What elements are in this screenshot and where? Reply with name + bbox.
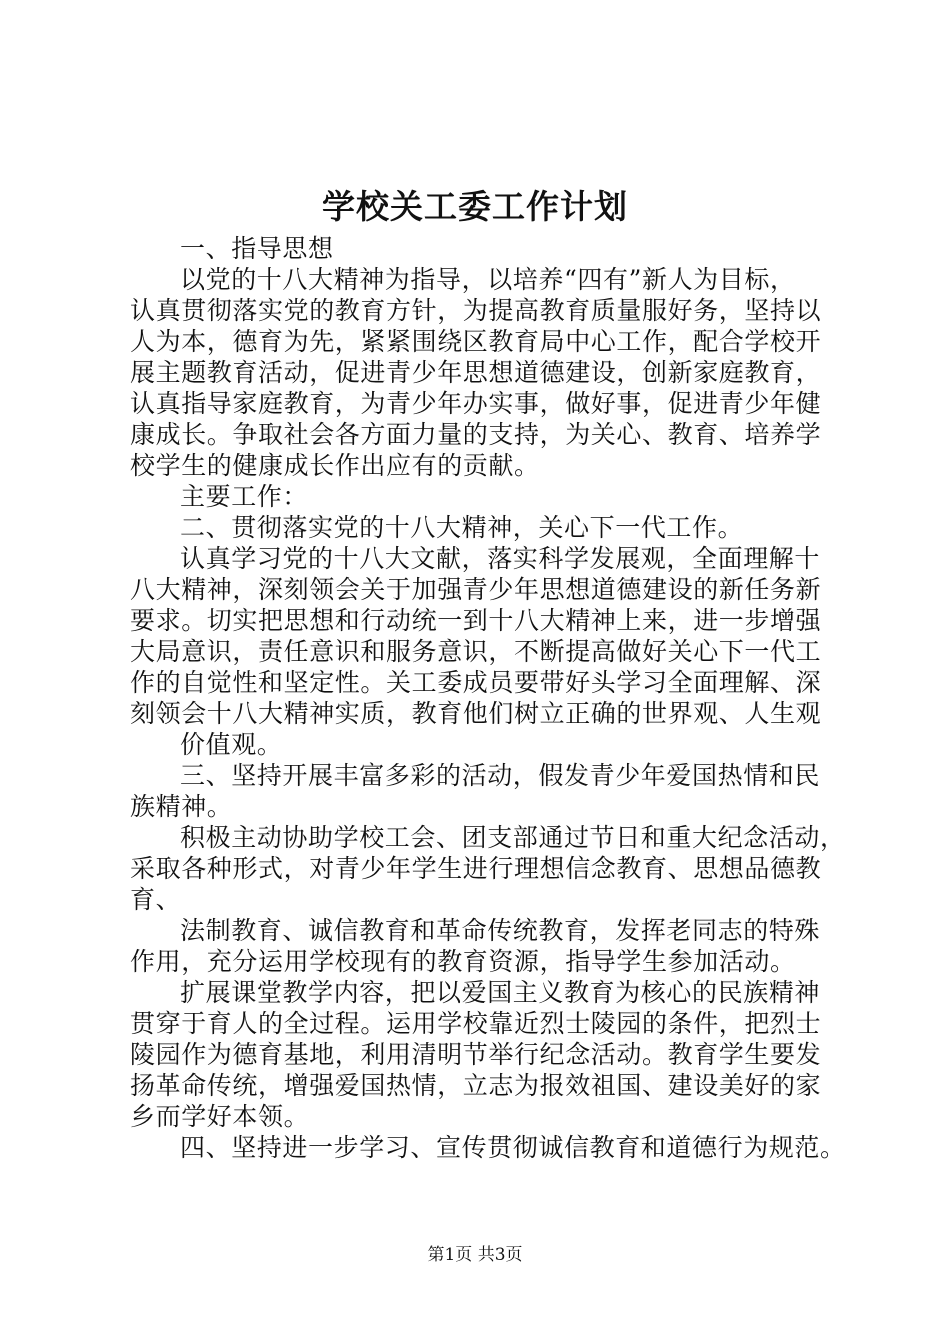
paragraph-line: 展主题教育活动，促进青少年思想道德建设，创新家庭教育， (130, 358, 822, 387)
section-heading-guiding-ideology: 一、指导思想 (180, 234, 334, 263)
paragraph-line: 大局意识，责任意识和服务意识，不断提高做好关心下一代工 (130, 637, 822, 666)
section-heading-three: 三、坚持开展丰富多彩的活动，假发青少年爱国热情和民 (180, 761, 821, 790)
paragraph-line: 认真学习党的十八大文献，落实科学发展观，全面理解十 (180, 544, 821, 573)
paragraph-line: 育、 (130, 885, 182, 914)
paragraph-line: 校学生的健康成长作出应有的贡献。 (130, 451, 540, 480)
paragraph-line: 康成长。争取社会各方面力量的支持，为关心、教育、培养学 (130, 420, 822, 449)
paragraph-line: 陵园作为德育基地，利用清明节举行纪念活动。教育学生要发 (130, 1040, 822, 1069)
paragraph-line: 要求。切实把思想和行动统一到十八大精神上来，进一步增强 (130, 606, 822, 635)
paragraph-line: 价值观。 (180, 730, 283, 759)
paragraph-line: 扬革命传统，增强爱国热情，立志为报效祖国、建设美好的家 (130, 1071, 822, 1100)
paragraph-line: 作用，充分运用学校现有的教育资源，指导学生参加活动。 (130, 947, 796, 976)
paragraph-line: 法制教育、诚信教育和革命传统教育，发挥老同志的特殊 (180, 916, 821, 945)
paragraph-line: 作的自觉性和坚定性。关工委成员要带好头学习全面理解、深 (130, 668, 822, 697)
paragraph-line: 以党的十八大精神为指导，以培养“四有”新人为目标， (180, 265, 796, 294)
paragraph-line: 认真贯彻落实党的教育方针，为提高教育质量服好务，坚持以 (130, 296, 822, 325)
document-body (130, 233, 846, 1163)
paragraph-line: 贯穿于育人的全过程。运用学校靠近烈士陵园的条件，把烈士 (130, 1009, 822, 1038)
section-heading-four: 四、坚持进一步学习、宣传贯彻诚信教育和道德行为规范。 (180, 1133, 846, 1162)
paragraph-line: 族精神。 (130, 792, 233, 821)
paragraph-line: 乡而学好本领。 (130, 1102, 310, 1131)
paragraph-line: 扩展课堂教学内容，把以爱国主义教育为核心的民族精神 (180, 978, 821, 1007)
document-title: 学校关工委工作计划 (322, 187, 628, 226)
section-heading-two: 二、贯彻落实党的十八大精神，关心下一代工作。 (180, 513, 744, 542)
paragraph-line: 刻领会十八大精神实质，教育他们树立正确的世界观、人生观 (130, 699, 822, 728)
paragraph-line: 积极主动协助学校工会、团支部通过节日和重大纪念活动， (180, 823, 846, 852)
section-heading-main-work: 主要工作： (180, 482, 309, 511)
paragraph-line: 八大精神，深刻领会关于加强青少年思想道德建设的新任务新 (130, 575, 822, 604)
paragraph-line: 采取各种形式，对青少年学生进行理想信念教育、思想品德教 (130, 854, 822, 883)
paragraph-line: 认真指导家庭教育，为青少年办实事，做好事，促进青少年健 (130, 389, 822, 418)
paragraph-line: 人为本，德育为先，紧紧围绕区教育局中心工作，配合学校开 (130, 327, 822, 356)
page-number-footer: 第1页 共3页 (427, 1245, 523, 1265)
